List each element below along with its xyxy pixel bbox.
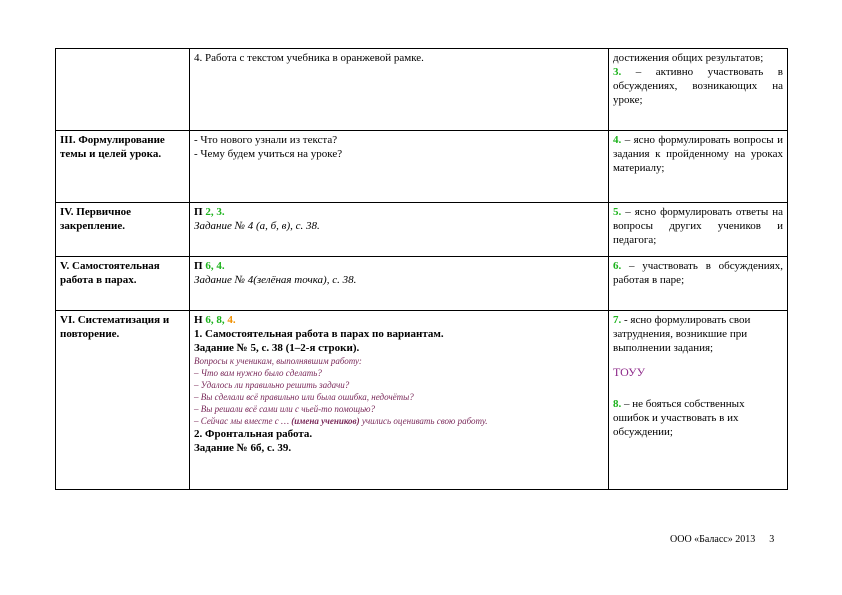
question-part: – Сейчас мы вместе с … [194, 416, 292, 426]
result-number: 5. [613, 206, 622, 218]
mark-letter: П [194, 260, 203, 272]
mark-letter: Н [194, 314, 203, 326]
lesson-table [55, 48, 788, 490]
stage-cell: VI. Систематизация и повторение. [56, 311, 190, 490]
result-number: 3. [613, 66, 622, 78]
result-number: 7. [613, 314, 622, 326]
result-cell [609, 311, 788, 490]
question-item: – Удалось ли правильно решить задачи? [194, 380, 350, 390]
table-row [56, 49, 788, 131]
mark-number: 3. [216, 206, 225, 218]
content-cell [190, 311, 609, 490]
content-line: 4. Работа с текстом учебника в оранжевой рамке. [194, 52, 424, 64]
result-text: – участвовать в обсуждениях, работая в паре; [613, 260, 783, 286]
question-part: учились оценивать свою работу. [359, 416, 488, 426]
question-item: – Что вам нужно было сделать? [194, 368, 322, 378]
mark-letter: П [194, 206, 203, 218]
stage-cell: V. Самостоятельная работа в парах. [56, 257, 190, 311]
table-row [56, 257, 788, 311]
task-heading: 1. Самостоятельная работа в парах по вариантам. [194, 328, 444, 340]
content-cell [190, 203, 609, 257]
question-item: – Вы решали всё сами или с чьей-то помощью? [194, 404, 376, 414]
result-number: 4. [613, 134, 622, 146]
publisher-text: ООО «Баласс» 2013 [670, 534, 756, 545]
task-text: Задание № 4 (а, б, в), с. 38. [194, 220, 320, 232]
result-number: 8. [613, 398, 622, 410]
content-line: - Чему будем учиться на уроке? [194, 148, 343, 160]
mark-number: 6 [205, 260, 211, 272]
question-names: (имена учеников) [291, 416, 360, 426]
result-text: - ясно формулировать свои затруднения, возникшие при выполнении задания; [613, 314, 751, 354]
questions-title: Вопросы к ученикам, выполнявшим работу: [194, 356, 362, 366]
result-text: – ясно формулировать вопросы и задания к пройденному на уроках материалу; [613, 134, 783, 174]
result-text: – активно участвовать в обсуждениях, возникающих на уроке; [613, 66, 783, 106]
content-cell [190, 257, 609, 311]
marks-line: П 2, 3. [194, 206, 225, 218]
marks-line: П 6, 4. [194, 260, 225, 272]
content-cell [190, 131, 609, 203]
mark-number: 8 [216, 314, 222, 326]
result-cell [609, 257, 788, 311]
content-line: - Что нового узнали из текста? [194, 134, 338, 146]
table-row [56, 311, 788, 490]
stage-cell: IV. Первичное закрепление. [56, 203, 190, 257]
task-text: Задание № 4(зелёная точка), с. 38. [194, 274, 357, 286]
result-cell [609, 131, 788, 203]
question-item: – Вы сделали всё правильно или была ошибка, недочёты? [194, 392, 414, 402]
mark-number: 4. [216, 260, 225, 272]
page-number: 3 [769, 534, 775, 545]
mark-number: 4. [227, 314, 236, 326]
mark-number: 2 [205, 206, 211, 218]
stage-cell [56, 49, 190, 131]
result-text: – ясно формулировать ответы на вопросы других учеников и педагога; [613, 206, 783, 246]
table-row [56, 203, 788, 257]
table-row [56, 131, 788, 203]
marks-line: Н 6, 8, 4. [194, 314, 236, 326]
task-heading: 2. Фронтальная работа. [194, 428, 313, 440]
content-cell [190, 49, 609, 131]
result-text: – не бояться собственных ошибок и участвовать в их обсуждении; [613, 398, 745, 438]
page-footer [670, 534, 774, 545]
toou-label: ТОУУ [613, 365, 646, 379]
result-text: достижения общих результатов; [613, 52, 764, 64]
task-heading: Задание № 5, с. 38 (1–2-я строки). [194, 342, 360, 354]
result-cell [609, 203, 788, 257]
mark-number: 6 [205, 314, 211, 326]
stage-cell: III. Формулирование темы и целей урока. [56, 131, 190, 203]
result-cell [609, 49, 788, 131]
task-heading: Задание № 6б, с. 39. [194, 442, 292, 454]
result-number: 6. [613, 260, 622, 272]
question-item [194, 415, 604, 427]
